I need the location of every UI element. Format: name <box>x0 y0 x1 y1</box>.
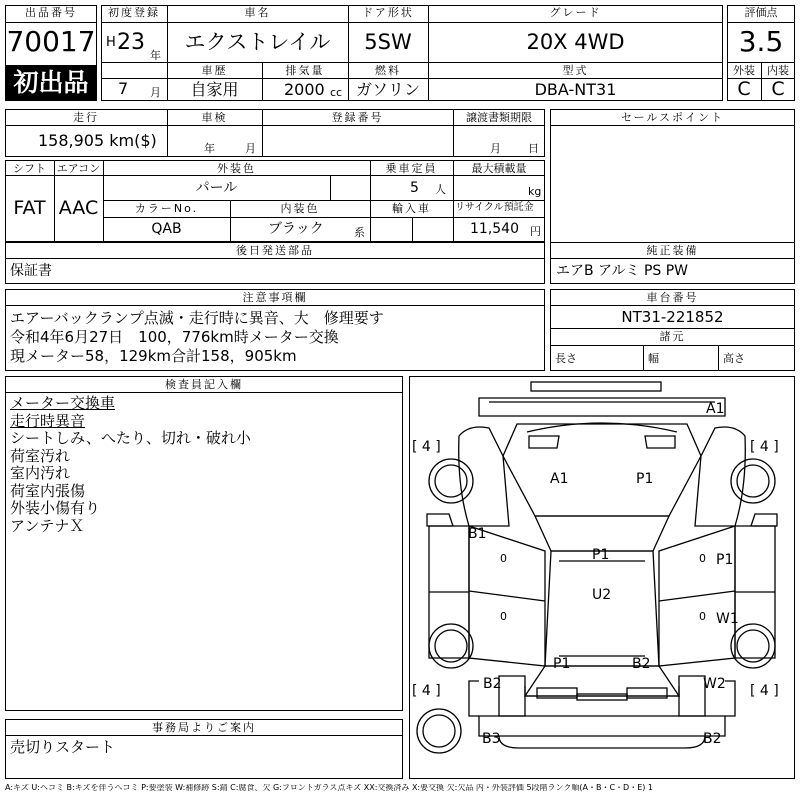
transfer-label: 譲渡書類期限 <box>466 111 532 124</box>
fuel-label: 燃料 <box>375 64 401 77</box>
tire-fl: [ 4 ] <box>412 439 441 455</box>
score-label: 評価点 <box>744 6 778 19</box>
color-no: QAB <box>151 221 182 237</box>
transfer-day-unit: 日 <box>528 142 539 155</box>
zero-mark-2: 0 <box>500 610 507 623</box>
tire-rl: [ 4 ] <box>412 683 441 699</box>
office-value: 売切りスタート <box>10 738 116 756</box>
mark-w2-right: W2 <box>703 676 726 692</box>
mileage: 158,905 km($) <box>38 131 157 150</box>
mark-p1-rear: P1 <box>553 656 571 672</box>
parts-label: 後日発送部品 <box>236 244 314 257</box>
transfer-month-unit: 月 <box>490 142 501 155</box>
tire-fr: [ 4 ] <box>750 439 779 455</box>
model: DBA-NT31 <box>534 80 617 99</box>
first-reg-year: 23 <box>117 30 145 55</box>
chassis-label: 車台番号 <box>646 291 699 304</box>
notes-line-2: 令和4年6月27日 100，776km時メーター交換 <box>10 328 339 346</box>
inspector-line: シートしみ、へたり、切れ・破れ小 <box>10 429 251 447</box>
inspector-label: 検査員記入欄 <box>165 378 243 391</box>
ac-label: エアコン <box>56 162 101 175</box>
ext-score: C <box>737 78 751 100</box>
ext-color: パール <box>195 180 238 196</box>
lot-number: 70017 <box>6 25 96 58</box>
inspector-line: メーター交換車 <box>10 394 116 412</box>
displacement-label: 排気量 <box>285 64 325 77</box>
first-reg-label: 初度登録 <box>108 6 160 19</box>
mark-b2-rear: B2 <box>632 656 651 672</box>
mark-u2-roof: U2 <box>592 587 612 603</box>
sales-point-label: セールスポイント <box>620 111 724 124</box>
int-score: C <box>771 78 785 100</box>
inspector-line: アンテナＸ <box>10 516 85 535</box>
recycle: 11,540 <box>470 221 519 237</box>
first-listing-text: 初出品 <box>13 68 89 97</box>
notes-label: 注意事項欄 <box>242 291 308 304</box>
spec-height: 高さ <box>723 352 745 365</box>
equipment-label: 純正装備 <box>646 244 699 257</box>
int-color-label: 内装色 <box>280 202 320 215</box>
shift-label: シフト <box>13 162 46 175</box>
history: 自家用 <box>190 80 239 99</box>
mark-w1-right: W1 <box>716 611 739 627</box>
insp-month-unit: 月 <box>245 142 256 155</box>
car-name-label: 車名 <box>244 6 271 19</box>
grade-label: グレード <box>549 6 602 19</box>
displacement-unit: cc <box>330 86 343 99</box>
parts-value: 保証書 <box>10 263 52 279</box>
capacity: 5 <box>410 180 419 196</box>
mark-a1-hood: A1 <box>550 471 569 487</box>
shift: FAT <box>13 197 46 219</box>
inspector-line: 外装小傷有り <box>10 499 101 517</box>
import-label: 輸入車 <box>392 202 431 215</box>
car-diagram <box>409 376 795 779</box>
inspector-line: 荷室内張傷 <box>10 481 86 500</box>
grade: 20X 4WD <box>526 30 625 54</box>
capacity-label: 乗車定員 <box>385 162 438 175</box>
recycle-unit: 円 <box>530 225 541 238</box>
door-label: ドア形状 <box>362 6 414 19</box>
insp-year-unit: 年 <box>204 142 215 155</box>
recycle-label: リサイクル預託金 <box>455 202 534 213</box>
era: H <box>106 35 116 50</box>
mark-p1-hood: P1 <box>636 471 654 487</box>
zero-mark-1: 0 <box>500 552 507 565</box>
mileage-label: 走行 <box>73 111 99 124</box>
legend: A:キズ U:ヘコミ B:キズを伴うヘコミ P:要塗装 W:補修跡 S:錆 C:腐食、欠 G:フロントガラス点キズ XX:交換済み X:要交換 欠:欠品 内・外装評価 5段階ランク順(A・B・C・D・E) 1 <box>5 784 654 792</box>
max-load-label: 最大積載量 <box>471 162 527 175</box>
int-color-unit: 系 <box>354 226 365 239</box>
spec-width: 幅 <box>648 352 659 365</box>
inspector-line: 荷室汚れ <box>10 446 71 465</box>
mark-p1-right: P1 <box>716 552 734 568</box>
car-name: エクストレイル <box>184 30 331 54</box>
first-reg-month: 7 <box>118 79 129 98</box>
displacement: 2000 <box>284 80 325 99</box>
fuel: ガソリン <box>355 80 420 99</box>
mark-a1-top: A1 <box>706 401 725 417</box>
mark-b1-left: B1 <box>468 526 487 542</box>
month-unit: 月 <box>150 86 161 99</box>
office-label: 事務局よりご案内 <box>152 721 256 734</box>
mark-b2-bottom: B2 <box>703 731 722 747</box>
mark-b2-left: B2 <box>483 676 502 692</box>
zero-mark-3: 0 <box>699 552 706 565</box>
zero-mark-4: 0 <box>699 610 706 623</box>
reg-no-label: 登録番号 <box>331 111 384 124</box>
model-label: 型式 <box>562 64 589 77</box>
ac: AAC <box>58 197 99 219</box>
int-label: 内装 <box>767 64 789 77</box>
lot-label: 出品番号 <box>25 6 77 19</box>
equipment-value: エアB アルミ PS PW <box>556 263 689 279</box>
capacity-unit: 人 <box>435 183 446 196</box>
notes-line-1: エアーバックランプ点滅・走行時に異音、大 修理要す <box>10 309 384 327</box>
mark-p1-roof: P1 <box>592 547 610 563</box>
tire-rr: [ 4 ] <box>750 683 779 699</box>
chassis-value: NT31-221852 <box>621 308 724 326</box>
color-no-label: カラーNo. <box>134 202 199 215</box>
inspector-line: 室内汚れ <box>10 464 71 482</box>
score: 3.5 <box>738 25 784 58</box>
mark-b3-left: B3 <box>482 731 501 747</box>
year-unit: 年 <box>150 49 161 62</box>
door: 5SW <box>364 30 412 54</box>
notes-line-3: 現メーター58，129km合計158，905km <box>10 347 297 365</box>
max-load-unit: kg <box>528 185 542 198</box>
int-color: ブラック <box>268 221 324 237</box>
ext-label: 外装 <box>733 64 755 77</box>
ext-color-label: 外装色 <box>217 162 256 175</box>
inspector-line: 走行時異音 <box>10 411 86 430</box>
history-label: 車歴 <box>201 64 228 77</box>
inspection-label: 車検 <box>201 111 228 124</box>
spec-length: 長さ <box>555 352 577 365</box>
specs-label: 諸元 <box>659 330 686 343</box>
